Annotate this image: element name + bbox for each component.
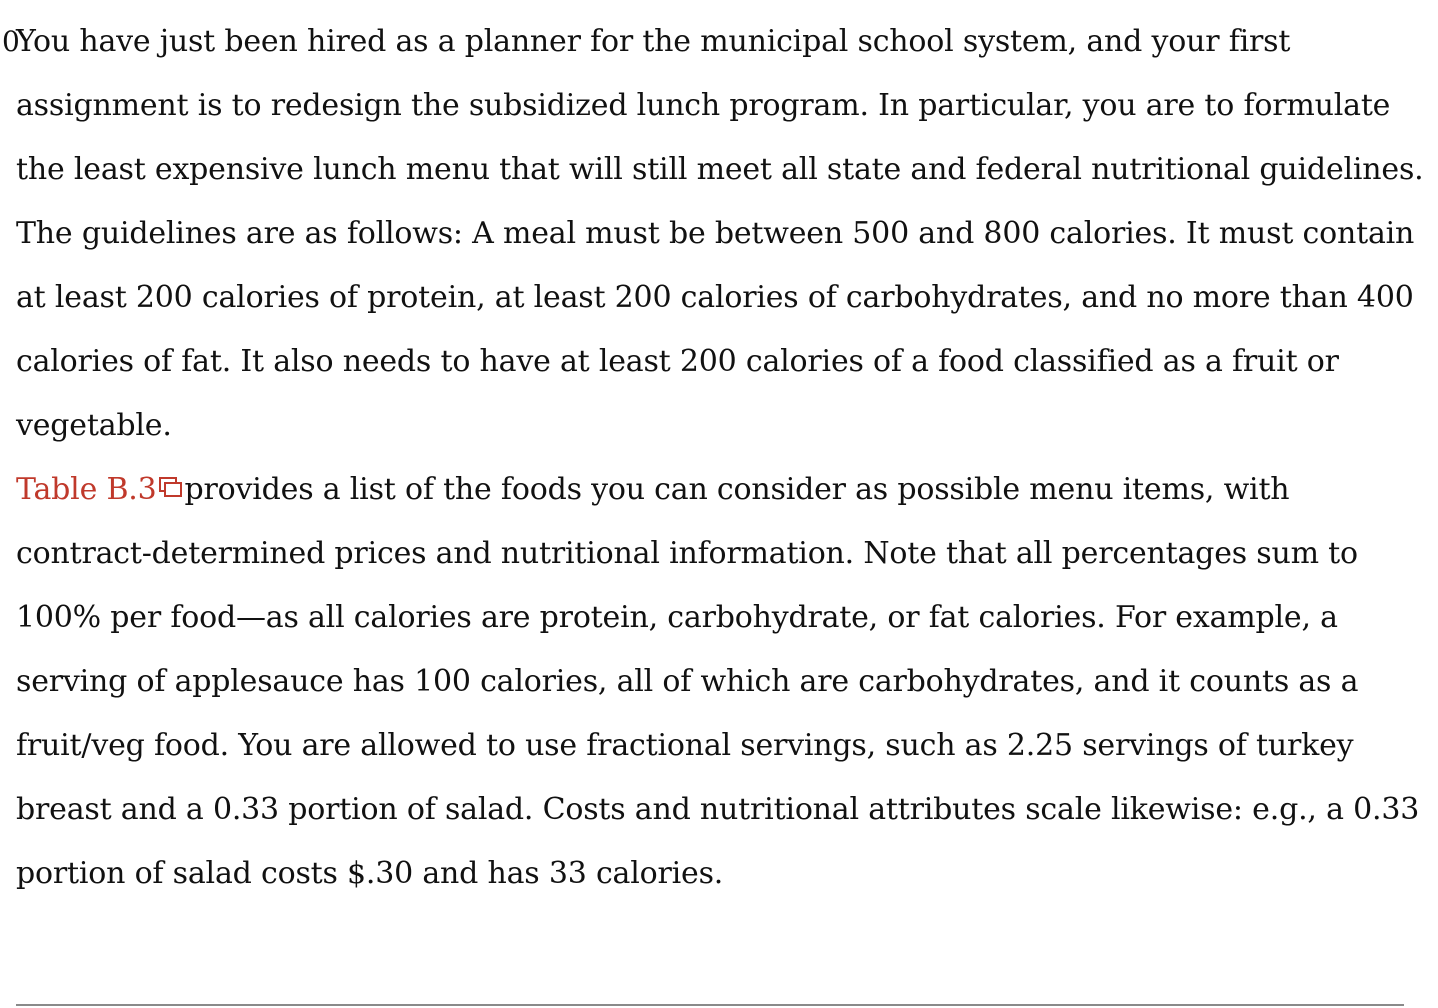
question-marker: 0 bbox=[2, 25, 20, 58]
table-reference-paragraph bbox=[16, 458, 1426, 906]
external-window-icon[interactable] bbox=[159, 477, 179, 495]
guidelines-paragraph: The guidelines are as follows: A meal must be between 500 and 800 calories. It must contain at least 200 calories of protein, at least 200 calories of carbohydrates, and no more than 400 calories of fat. It also needs to have at least 200 calories of a food classified as a fruit or vegetable. bbox=[16, 216, 1415, 443]
table-reference-text: provides a list of the foods you can consider as possible menu items, with contract-determined prices and nutritional information. Note that all percentages sum to 100% per food—as all calories are protein, carbohydrate, or fat calories. For example, a serving of applesauce has 100 calories, all of which are carbohydrates, and it counts as a fruit/veg food. You are allowed to use fractional servings, such as 2.25 servings of turkey breast and a 0.33 portion of salad. Costs and nutritional attributes scale likewise: e.g., a 0.33 portion of salad costs $.30 and has 33 calories. bbox=[16, 472, 1420, 891]
problem-text bbox=[16, 10, 1426, 906]
bottom-divider bbox=[16, 1004, 1404, 1006]
table-b3-link[interactable]: Table B.3 bbox=[16, 472, 157, 507]
intro-paragraph: You have just been hired as a planner for the municipal school system, and your first assignment is to redesign the subsidized lunch program. In particular, you are to formulate the least expensive lunch menu that will still meet all state and federal nutritional guidelines. bbox=[16, 24, 1424, 187]
